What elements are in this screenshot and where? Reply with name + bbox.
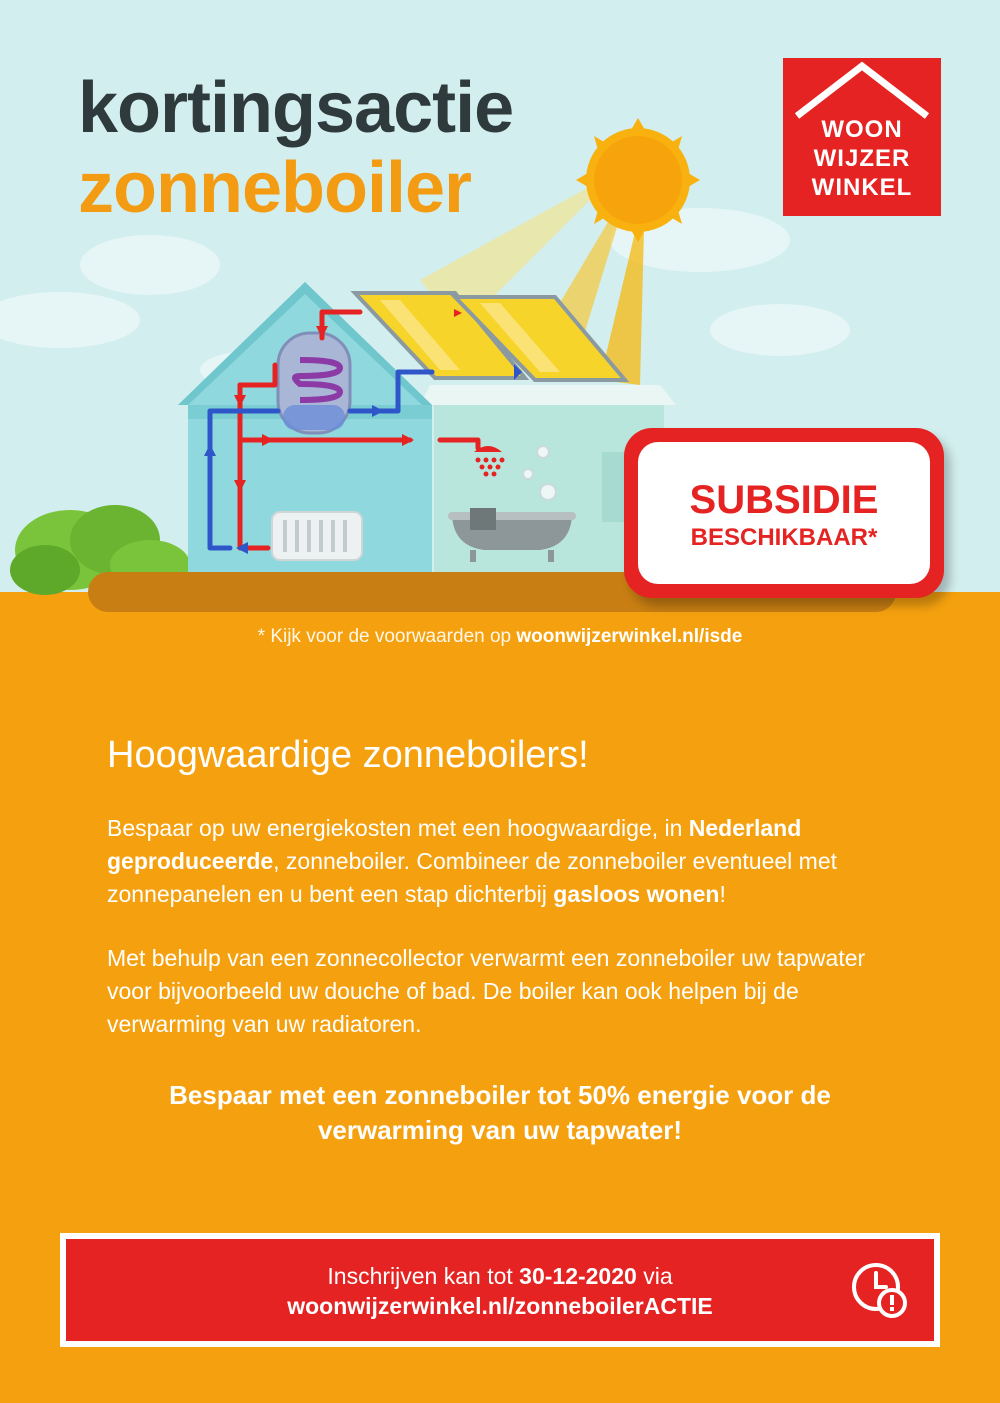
subsidie-badge-inner [638, 442, 930, 584]
woonwijzerwinkel-logo[interactable] [783, 58, 941, 216]
signup-prefix: Inschrijven kan tot [327, 1263, 520, 1289]
paragraph-1-bold-1: Nederland geproduceerde [107, 815, 802, 874]
highlight-line-1: Bespaar met een zonneboiler tot 50% energie voor de [169, 1080, 831, 1110]
paragraph-1 [107, 812, 907, 911]
logo-line-1: WOON [821, 116, 903, 143]
sun-icon [576, 118, 700, 242]
footnote [0, 626, 1000, 648]
title-line-1: kortingsactie [78, 68, 514, 148]
logo-line-2: WIJZER [813, 145, 911, 172]
signup-date: 30-12-2020 [519, 1263, 637, 1289]
paragraph-1-bold-2: gasloos wonen [553, 881, 720, 907]
paragraph-1-part-2: , zonneboiler. Combineer de zonneboiler eventueel met zonnepanelen en u bent een stap dichterbij [107, 848, 838, 907]
signup-deadline [66, 1263, 934, 1291]
footnote-link[interactable]: woonwijzerwinkel.nl/isde [516, 626, 743, 647]
paragraph-1-part-3: ! [719, 881, 726, 907]
section-heading: Hoogwaardige zonneboilers! [107, 734, 589, 776]
subsidie-title: SUBSIDIE [689, 478, 879, 522]
paragraph-1-part-1: Bespaar op uw energiekosten met een hoogwaardige, in [107, 815, 689, 841]
footnote-text: * Kijk voor de voorwaarden op [257, 626, 517, 647]
signup-banner-inner [66, 1239, 934, 1341]
boiler-icon [278, 333, 350, 433]
subsidie-badge [624, 428, 944, 598]
signup-url[interactable]: woonwijzerwinkel.nl/zonneboilerACTIE [287, 1293, 713, 1319]
logo-line-3: WINKEL [811, 174, 913, 201]
radiator-icon [272, 512, 362, 560]
subsidie-subtitle: BESCHIKBAAR* [690, 524, 878, 551]
clock-alert-icon [848, 1259, 912, 1323]
paragraph-2: Met behulp van een zonnecollector verwarmt een zonneboiler uw tapwater voor bijvoorbeeld uw douche of bad. De boiler kan ook helpen bij de verwarming van uw radiatoren. [107, 945, 866, 1037]
title-line-2: zonneboiler [78, 148, 472, 228]
signup-banner [60, 1233, 940, 1347]
signup-suffix: via [636, 1263, 673, 1289]
highlight-line-2: verwarming van uw tapwater! [317, 1115, 683, 1145]
highlight-text [0, 1078, 1000, 1148]
